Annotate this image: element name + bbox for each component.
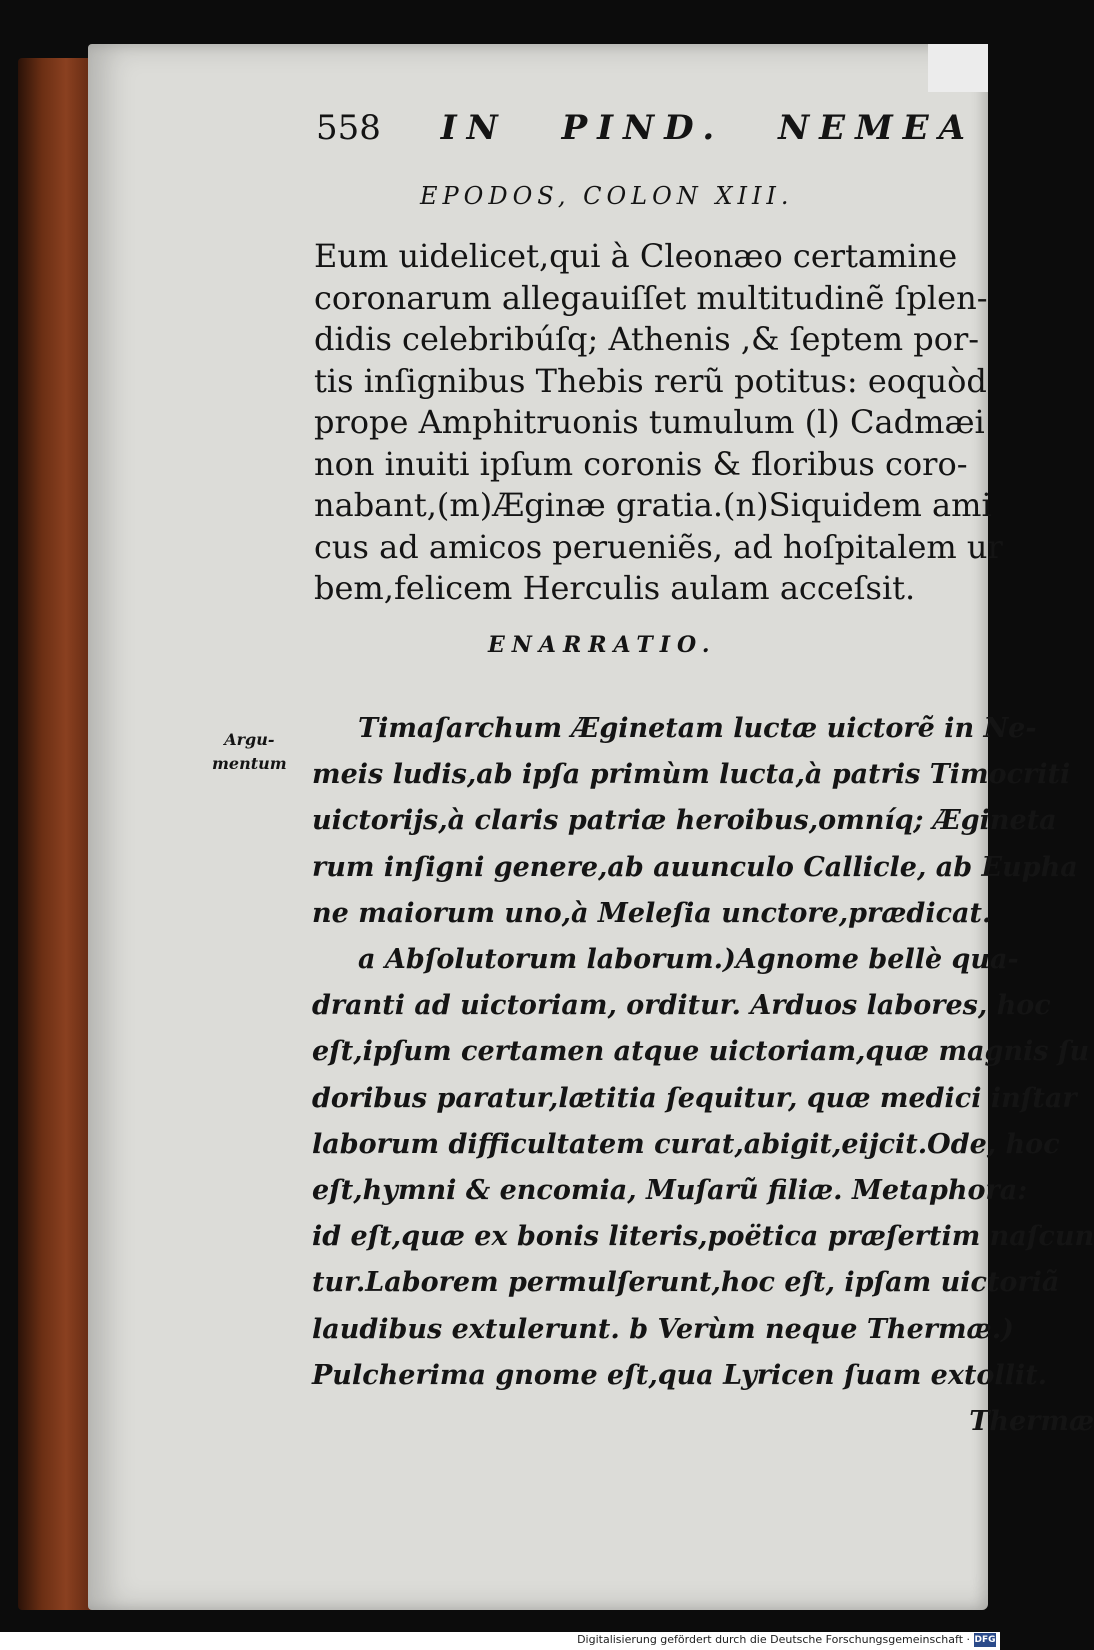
text-line: dranti ad uictoriam, orditur. Arduos labores, hoc [312,990,1051,1022]
text-line: eſt,ipſum certamen atque uictoriam,quæ magnis ſu [312,1036,1090,1068]
text-line: rum inſigni genere,ab auunculo Callicle, ab Eupha [312,851,1078,883]
text-line: non inuiti ipſum coronis & floribus coro- [314,444,968,483]
footer-credit: Digitalisierung gefördert durch die Deutsche Forschungsgemeinschaft · [577,1633,970,1646]
commentary-block [312,706,1094,1445]
margin-note-line: mentum [212,754,287,773]
page-corner [928,44,988,92]
margin-note-line: Argu- [224,730,275,749]
dfg-logo: DFG [974,1635,996,1645]
page-number: 558 [316,108,381,148]
text-line: laborum difficultatem curat,abigit,eijcit.Ode, hoc [312,1128,1060,1160]
text-line: ne maiorum uno,à Meleſia unctore,prædicat. [312,897,992,929]
text-line: Eum uidelicet,qui à Cleonæo certamine [314,237,958,275]
subheading: EPODOS, COLON XIII. [420,182,794,210]
catchword: Thermæ [969,1406,1094,1438]
roman-text-block [314,236,1003,610]
text-line: didis celebribúſq; Athenis ,& ſeptem por- [314,320,980,358]
text-line: a Abſolutorum laborum.)Agnome bellè qua- [358,944,1019,976]
text-line: cus ad amicos perueniẽs, ad hoſpitalem ur [314,527,1003,566]
text-line: uictorijs,à claris patriæ heroibus,omníq; Ægineta [312,805,1057,837]
text-line: Timaſarchum Æginetam luctæ uictorẽ in Ne- [358,713,1037,744]
book-edge [18,58,98,1610]
text-line: Pulcherima gnome eſt,qua Lyricen ſuam extollit. [312,1359,1048,1391]
text-line: doribus paratur,lætitia ſequitur, quæ medici inſtar [312,1082,1077,1114]
text-line: prope Amphitruonis tumulum (l) Cadmæi [314,403,985,441]
running-head-word-2: PIND. [561,108,725,148]
text-line: nabant,(m)Æginæ gratia.(n)Siquidem ami [314,486,992,524]
running-head-word-3: NEMEA [778,108,976,148]
text-line: id eſt,quæ ex bonis literis,poëtica præſertim naſcun [312,1221,1094,1253]
section-title: ENARRATIO. [488,632,717,658]
text-line: tis inſignibus Thebis rerũ potitus: eoquòd [314,361,987,400]
text-line: laudibus extulerunt. b Verùm neque Thermæ.) [312,1313,1014,1345]
text-line: meis ludis,ab ipſa primùm lucta,à patris Timocriti [312,759,1071,791]
text-line: tur.Laborem permulſerunt,hoc eſt, ipſam uictoriã [312,1267,1060,1299]
text-line: bem,felicem Herculis aulam acceſsit. [314,569,916,607]
running-head-word-1: IN [440,108,508,148]
margin-note [212,728,287,776]
running-head [316,108,1015,148]
text-line: coronarum allegauiſſet multitudinẽ ſplen- [314,278,988,317]
text-line: eſt,hymni & encomia, Muſarũ filiæ. Metaphora: [312,1175,1028,1207]
